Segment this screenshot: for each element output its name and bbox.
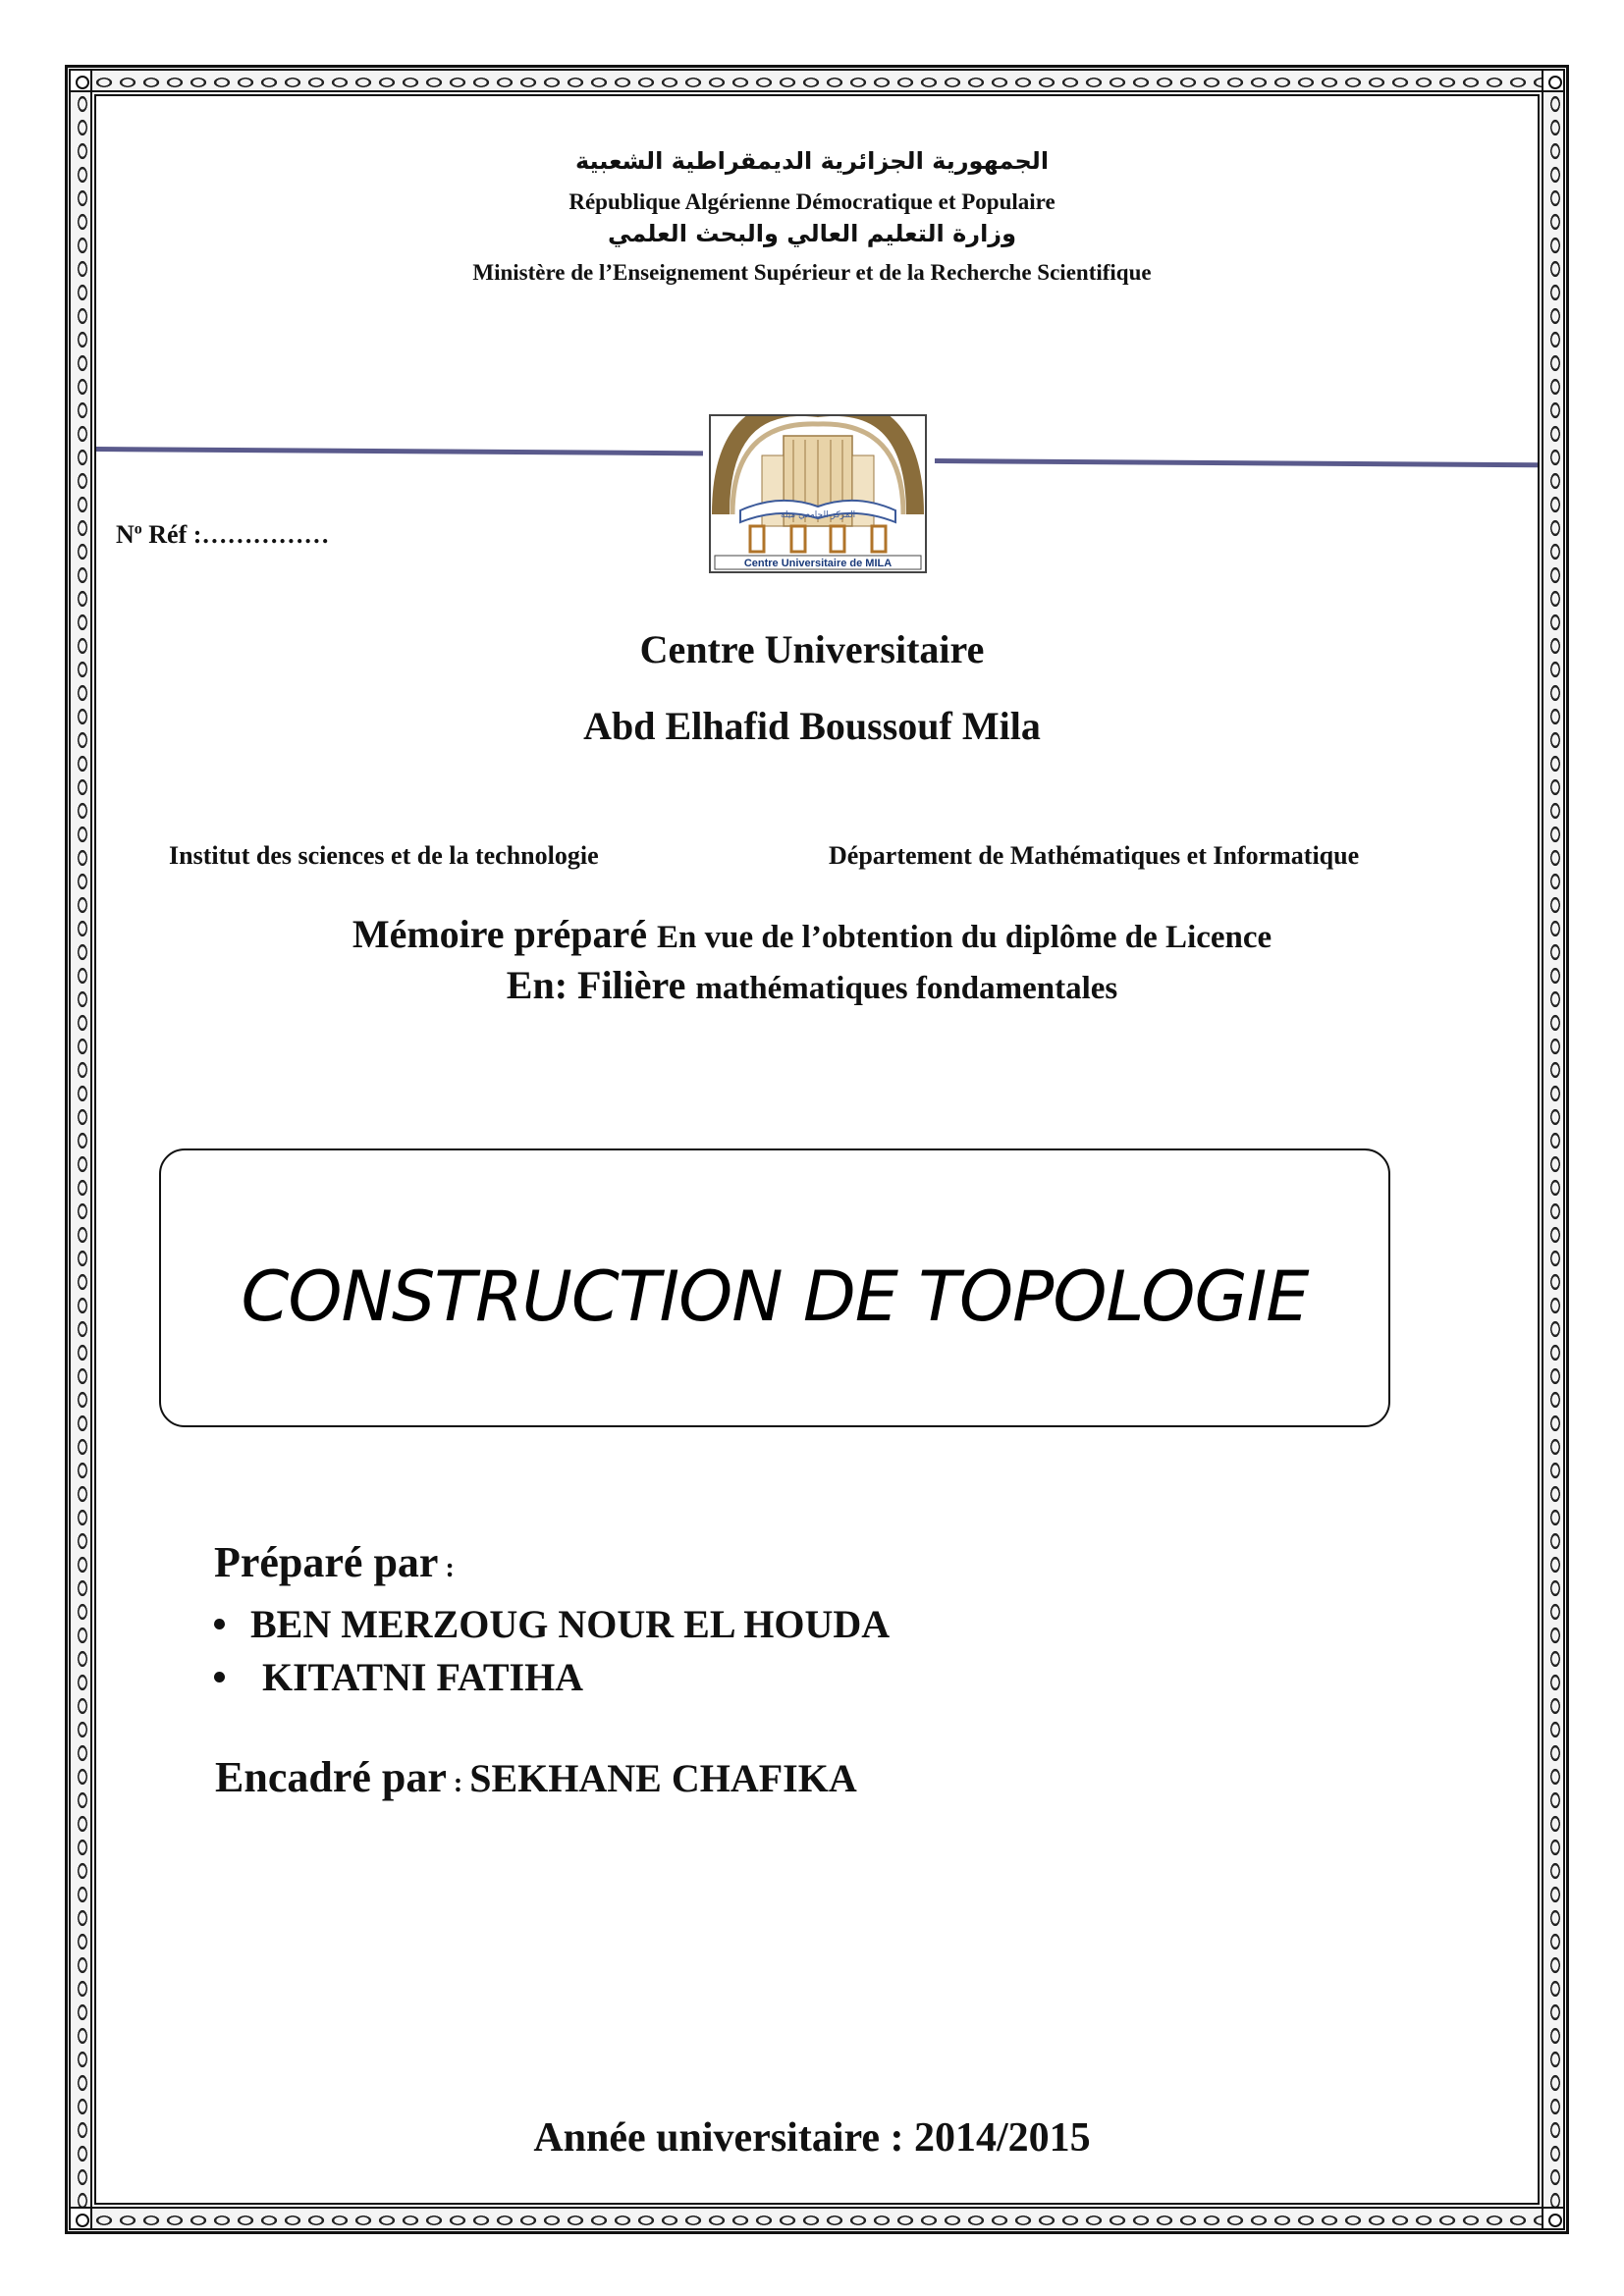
header-arabic-republic: الجمهورية الجزائرية الديمقراطية الشعبية bbox=[574, 147, 1050, 175]
reference-label: N bbox=[116, 520, 135, 549]
header-arabic-ministry: وزارة التعليم العالي والبحث العلمي bbox=[607, 220, 1017, 247]
header-fr-republic: République Algérienne Démocratique et Populaire bbox=[568, 189, 1056, 214]
author-item bbox=[214, 1601, 890, 1647]
filiere-lead: En: Filière bbox=[506, 963, 686, 1007]
corner-ornament-top-left bbox=[69, 69, 92, 92]
filiere-name: mathématiques fondamentales bbox=[695, 971, 1118, 1006]
reference-number bbox=[116, 520, 329, 550]
institution-line-1: Centre Universitaire bbox=[639, 627, 985, 671]
memoire-purpose: En vue de l’obtention du diplôme de Licence bbox=[657, 920, 1272, 955]
bullet-icon bbox=[214, 1619, 225, 1629]
logo-emblem bbox=[711, 416, 925, 571]
institute-name: Institut des sciences et de la technologie bbox=[169, 841, 599, 870]
title-box bbox=[159, 1148, 1390, 1427]
authors-label: Préparé par bbox=[214, 1538, 439, 1586]
logo-caption: Centre Universitaire de MILA bbox=[743, 558, 893, 569]
supervisor-name: SEKHANE CHAFIKA bbox=[469, 1756, 857, 1800]
logo-banner-text: المركز الجامعي ميلة bbox=[780, 510, 856, 520]
corner-ornament-bottom-right bbox=[1542, 2207, 1565, 2230]
memoire-lead: Mémoire préparé bbox=[352, 912, 648, 956]
corner-ornament-bottom-left bbox=[69, 2207, 92, 2230]
institution-line-2: Abd Elhafid Boussouf Mila bbox=[583, 704, 1041, 748]
chain-border-right bbox=[1542, 69, 1565, 2230]
university-logo bbox=[709, 414, 927, 573]
authors-heading bbox=[214, 1537, 455, 1587]
chain-border-top bbox=[69, 69, 1565, 92]
author-item bbox=[214, 1654, 583, 1700]
bullet-icon bbox=[214, 1672, 225, 1682]
reference-suffix: Réf :…………… bbox=[141, 520, 330, 549]
supervisor-colon: : bbox=[446, 1768, 470, 1798]
author-name: BEN MERZOUG NOUR EL HOUDA bbox=[250, 1602, 891, 1646]
corner-ornament-top-right bbox=[1542, 69, 1565, 92]
filiere-line bbox=[0, 962, 1624, 1008]
thesis-title: CONSTRUCTION DE TOPOLOGIE bbox=[241, 1256, 1309, 1337]
authors-colon: : bbox=[438, 1553, 455, 1583]
chain-border-left bbox=[69, 69, 92, 2230]
header-fr-ministry: Ministère de l’Enseignement Supérieur et de la Recherche Scientifique bbox=[472, 260, 1152, 285]
academic-year: Année universitaire : 2014/2015 bbox=[533, 2115, 1091, 2161]
supervisor-line bbox=[215, 1752, 857, 1802]
chain-border-bottom bbox=[69, 2207, 1565, 2230]
reference-superscript: o bbox=[134, 520, 142, 538]
department-name: Département de Mathématiques et Informatique bbox=[829, 841, 1360, 870]
supervisor-label: Encadré par bbox=[215, 1753, 447, 1801]
author-name: KITATNI FATIHA bbox=[262, 1655, 584, 1699]
memoire-line bbox=[0, 911, 1624, 957]
